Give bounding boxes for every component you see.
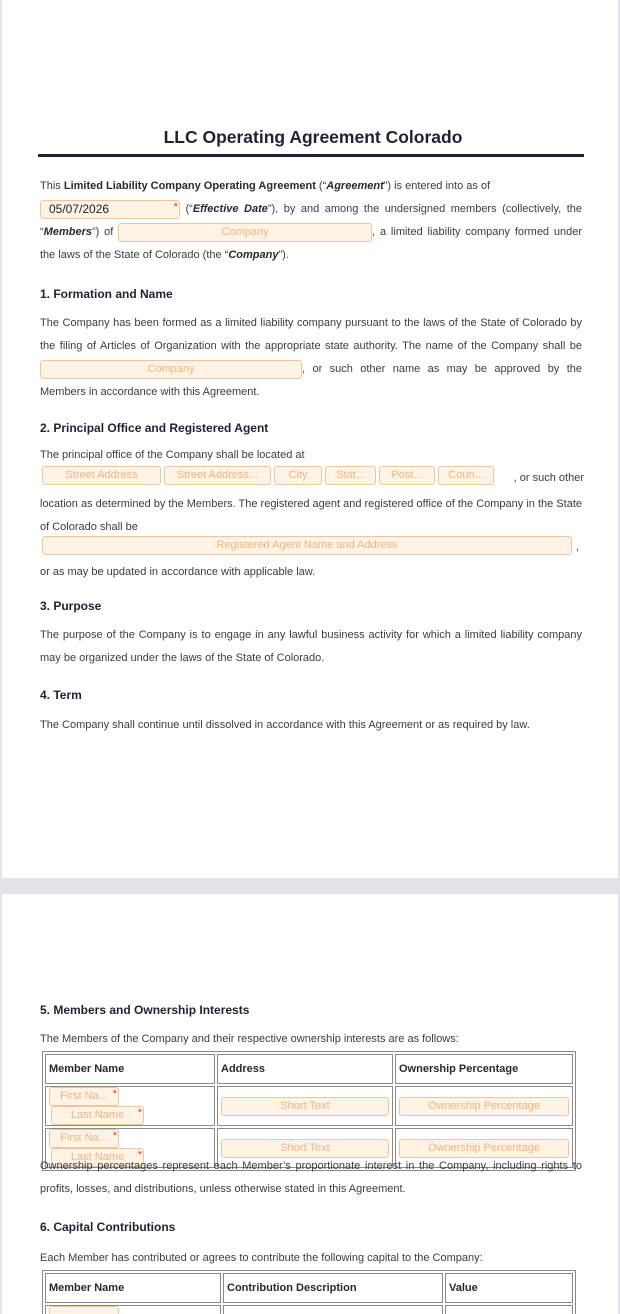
section-4-paragraph: The Company shall continue until dissolved in accordance with this Agreement or as required by law. <box>40 719 530 731</box>
company-name-input[interactable]: Company <box>118 223 372 242</box>
city-input[interactable]: City <box>274 466 322 485</box>
section-1-text: The Company has been formed as a limited liability company pursuant to the laws of the State of Colorado by the filing of Articles of Organization with the appropriate state authority. The name of the Company shall be <box>40 317 582 352</box>
section-2-text: , or such other <box>513 472 584 484</box>
street-address-input[interactable]: Street Address <box>42 466 161 485</box>
registered-agent-input[interactable]: Registered Agent Name and Address <box>42 536 572 555</box>
address-input[interactable]: Short Text <box>221 1139 389 1158</box>
section-5-heading: 5. Members and Ownership Interests <box>40 1003 250 1017</box>
column-header-ownership: Ownership Percentage <box>395 1054 573 1084</box>
intro-bold-members: Members <box>43 226 92 238</box>
section-4-heading: 4. Term <box>40 688 82 702</box>
postal-code-input[interactable]: Post... <box>379 466 435 485</box>
required-asterisk: * <box>137 1149 142 1161</box>
title-divider <box>38 154 584 157</box>
last-name-placeholder: Last Name <box>70 1109 125 1121</box>
table-header-row <box>45 1273 573 1303</box>
member-name-cell <box>45 1086 215 1126</box>
column-header-contribution-description: Contribution Description <box>223 1273 443 1303</box>
state-input[interactable]: Stat... <box>325 466 376 485</box>
effective-date-value: 05/07/2026 <box>49 201 110 216</box>
section-3-heading: 3. Purpose <box>40 599 102 613</box>
member-name-cell <box>45 1305 221 1314</box>
section-1-heading: 1. Formation and Name <box>40 287 173 301</box>
contribution-description-cell <box>223 1305 443 1314</box>
address-cell <box>217 1086 393 1126</box>
intro-bold-agreement: Agreement <box>326 180 384 192</box>
required-asterisk: * <box>173 200 178 213</box>
required-asterisk: * <box>137 1107 142 1119</box>
intro-bold-agreement-name: Limited Liability Company Operating Agreement <box>63 180 316 192</box>
document-page-1 <box>2 0 618 878</box>
ownership-percentage-input[interactable]: Ownership Percentage <box>399 1139 569 1158</box>
ownership-percentage-input[interactable]: Ownership Percentage <box>399 1097 569 1116</box>
column-header-member-name: Member Name <box>45 1054 215 1084</box>
table-row <box>45 1086 573 1126</box>
intro-text: , a limited liability company formed under the laws of the State of Colorado (the “ <box>40 226 583 261</box>
section-5-outro: Ownership percentages represent each Member’s proportionate interest in the Company, including rights to profits, losses, and distributions, unless otherwise stated in this Agreement. <box>40 1160 582 1195</box>
first-name-input[interactable] <box>49 1087 119 1106</box>
section-6-intro: Each Member has contributed or agrees to contribute the following capital to the Company: <box>40 1252 483 1264</box>
intro-text: ”), by and among the undersigned members (collectively, the “ <box>40 203 582 238</box>
section-2-line-1: The principal office of the Company shall be located at <box>40 449 305 461</box>
column-header-value: Value <box>445 1273 573 1303</box>
intro-paragraph <box>40 175 582 267</box>
section-2-heading: 2. Principal Office and Registered Agent <box>40 421 269 435</box>
section-5-intro: The Members of the Company and their respective ownership interests are as follows: <box>40 1033 459 1045</box>
last-name-input[interactable] <box>51 1106 144 1125</box>
column-header-address: Address <box>217 1054 393 1084</box>
intro-text: This <box>40 180 64 192</box>
column-header-member-name: Member Name <box>45 1273 221 1303</box>
country-input[interactable]: Coun... <box>438 466 494 485</box>
required-asterisk: * <box>112 1130 117 1142</box>
intro-text: ”). <box>278 249 289 261</box>
required-asterisk: * <box>112 1088 117 1100</box>
section-6-heading: 6. Capital Contributions <box>40 1220 176 1234</box>
section-2-closing: or as may be updated in accordance with applicable law. <box>40 566 316 578</box>
ownership-cell <box>395 1086 573 1126</box>
first-name-input[interactable] <box>49 1306 119 1314</box>
section-2-paragraph: location as determined by the Members. The registered agent and registered office of the Company in the State of Colorado shall be <box>40 498 582 533</box>
first-name-input[interactable] <box>49 1129 119 1148</box>
intro-bold-company: Company <box>228 249 279 261</box>
members-table <box>42 1051 576 1171</box>
section-3-paragraph: The purpose of the Company is to engage in any lawful business activity for which a limited liability company may be organized under the laws of the State of Colorado. <box>40 629 582 664</box>
first-name-placeholder: First Na... <box>60 1132 108 1144</box>
address-input[interactable]: Short Text <box>221 1097 389 1116</box>
effective-date-input[interactable] <box>40 200 180 219</box>
intro-bold-effective-date: Effective Date <box>192 203 268 215</box>
intro-text: (“ <box>180 203 193 215</box>
document-page-2 <box>2 894 618 1314</box>
section-1-text: , or such other name as may be approved by the Members in accordance with this Agreement. <box>40 363 582 398</box>
last-name-placeholder: Last Name <box>70 1151 125 1163</box>
document-title: LLC Operating Agreement Colorado <box>163 127 463 147</box>
company-name-input-2[interactable]: Company <box>40 360 302 379</box>
street-address-line-2-input[interactable]: Street Address... <box>164 466 271 485</box>
first-name-placeholder: First Na... <box>60 1090 108 1102</box>
contributions-table <box>42 1270 576 1314</box>
value-cell <box>445 1305 573 1314</box>
table-header-row <box>45 1054 573 1084</box>
intro-text: ”) of <box>91 226 114 238</box>
section-1-paragraph <box>40 312 582 404</box>
section-2-comma: , <box>576 541 580 553</box>
table-row <box>45 1305 573 1314</box>
intro-text: (“ <box>315 180 327 192</box>
intro-text: ”) is entered into as of <box>383 180 491 192</box>
